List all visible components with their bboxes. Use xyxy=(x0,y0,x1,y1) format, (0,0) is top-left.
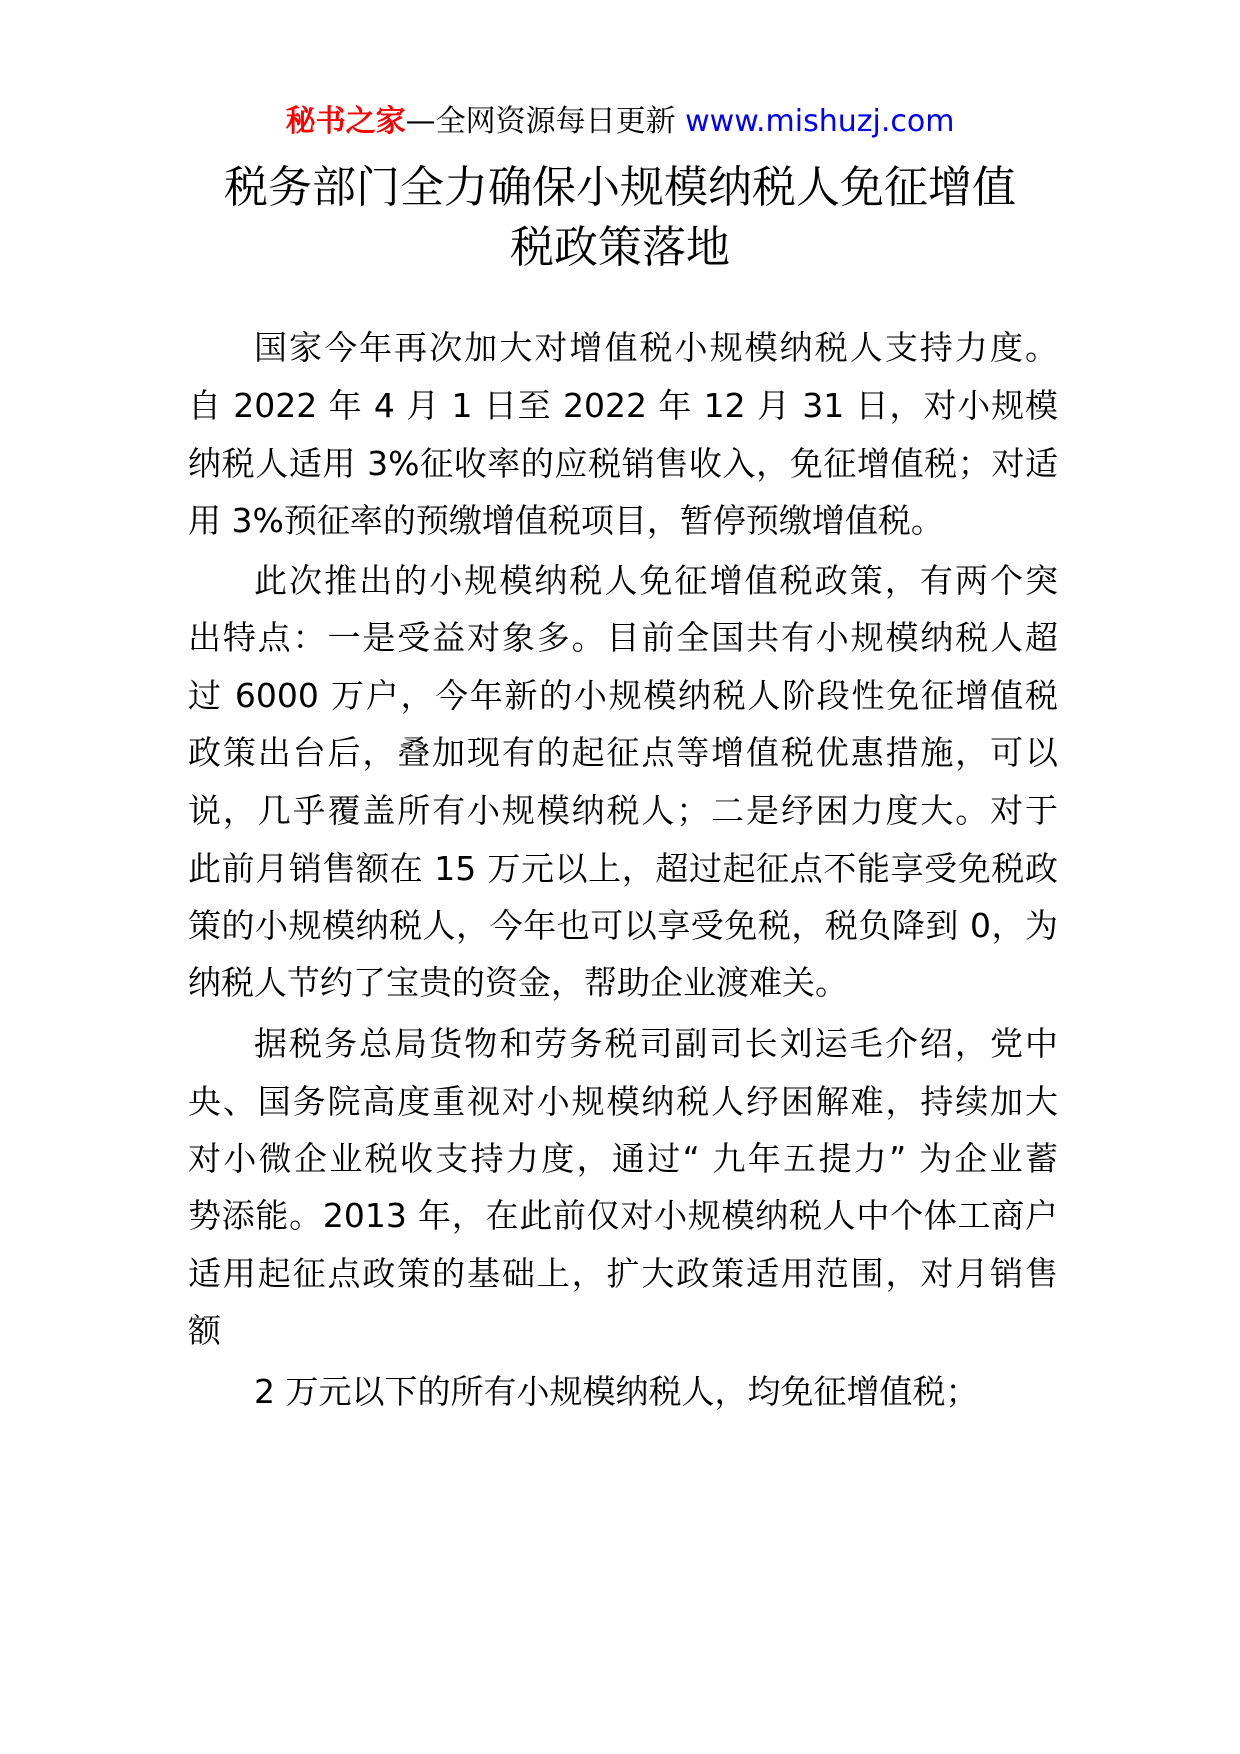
paragraph-2-line-1: 此次推出的小规模纳税人免征增值税政策，有两个突 xyxy=(254,561,1058,600)
document-title-line-2: 税政策落地 xyxy=(510,222,730,273)
paragraph-3-line-6: 额 xyxy=(188,1311,221,1350)
paragraph-4-line-1: 2 万元以下的所有小规模纳税人，均免征增值税； xyxy=(254,1372,979,1411)
paragraph-2-line-3: 过 6000 万户，今年新的小规模纳税人阶段性免征增值税 xyxy=(188,676,1058,715)
paragraph-3-line-3: 对小微企业税收支持力度，通过“ 九年五提力” 为企业蓄 xyxy=(188,1139,1058,1178)
site-slogan: —全网资源每日更新 xyxy=(405,104,686,139)
document-title xyxy=(150,158,1090,278)
paragraph-1-line-1: 国家今年再次加大对增值税小规模纳税人支持力度。 xyxy=(254,328,1058,367)
paragraph-1-line-4: 用 3%预征率的预缴增值税项目，暂停预缴增值税。 xyxy=(188,501,944,540)
paragraph-2-line-8: 纳税人节约了宝贵的资金，帮助企业渡难关。 xyxy=(188,963,848,1002)
site-url-link[interactable]: www.mishuzj.com xyxy=(685,104,955,139)
paragraph-2-line-4: 政策出台后，叠加现有的起征点等增值税优惠措施，可以 xyxy=(188,733,1058,772)
site-header xyxy=(0,102,1240,142)
paragraph-2-line-2: 出特点：一是受益对象多。目前全国共有小规模纳税人超 xyxy=(188,618,1058,657)
paragraph-3-line-5: 适用起征点政策的基础上，扩大政策适用范围，对月销售 xyxy=(188,1254,1058,1293)
paragraph-3-line-4: 势添能。2013 年，在此前仅对小规模纳税人中个体工商户 xyxy=(188,1196,1058,1235)
paragraph-2-line-6: 此前月销售额在 15 万元以上，超过起征点不能享受免税政 xyxy=(188,849,1058,888)
document-title-line-1: 税务部门全力确保小规模纳税人免征增值 xyxy=(224,162,1016,213)
paragraph-2-line-5: 说，几乎覆盖所有小规模纳税人；二是纾困力度大。对于 xyxy=(188,791,1058,830)
paragraph-3-line-1: 据税务总局货物和劳务税司副司长刘运毛介绍，党中 xyxy=(254,1024,1058,1063)
paragraph-1-line-2: 自 2022 年 4 月 1 日至 2022 年 12 月 31 日，对小规模 xyxy=(188,386,1058,425)
paragraph-2-line-7: 策的小规模纳税人，今年也可以享受免税，税负降到 0，为 xyxy=(188,906,1058,945)
site-brand: 秘书之家 xyxy=(285,104,406,139)
paragraph-1-line-3: 纳税人适用 3%征收率的应税销售收入，免征增值税；对适 xyxy=(188,444,1058,483)
paragraph-3-line-2: 央、国务院高度重视对小规模纳税人纾困解难，持续加大 xyxy=(188,1082,1058,1121)
